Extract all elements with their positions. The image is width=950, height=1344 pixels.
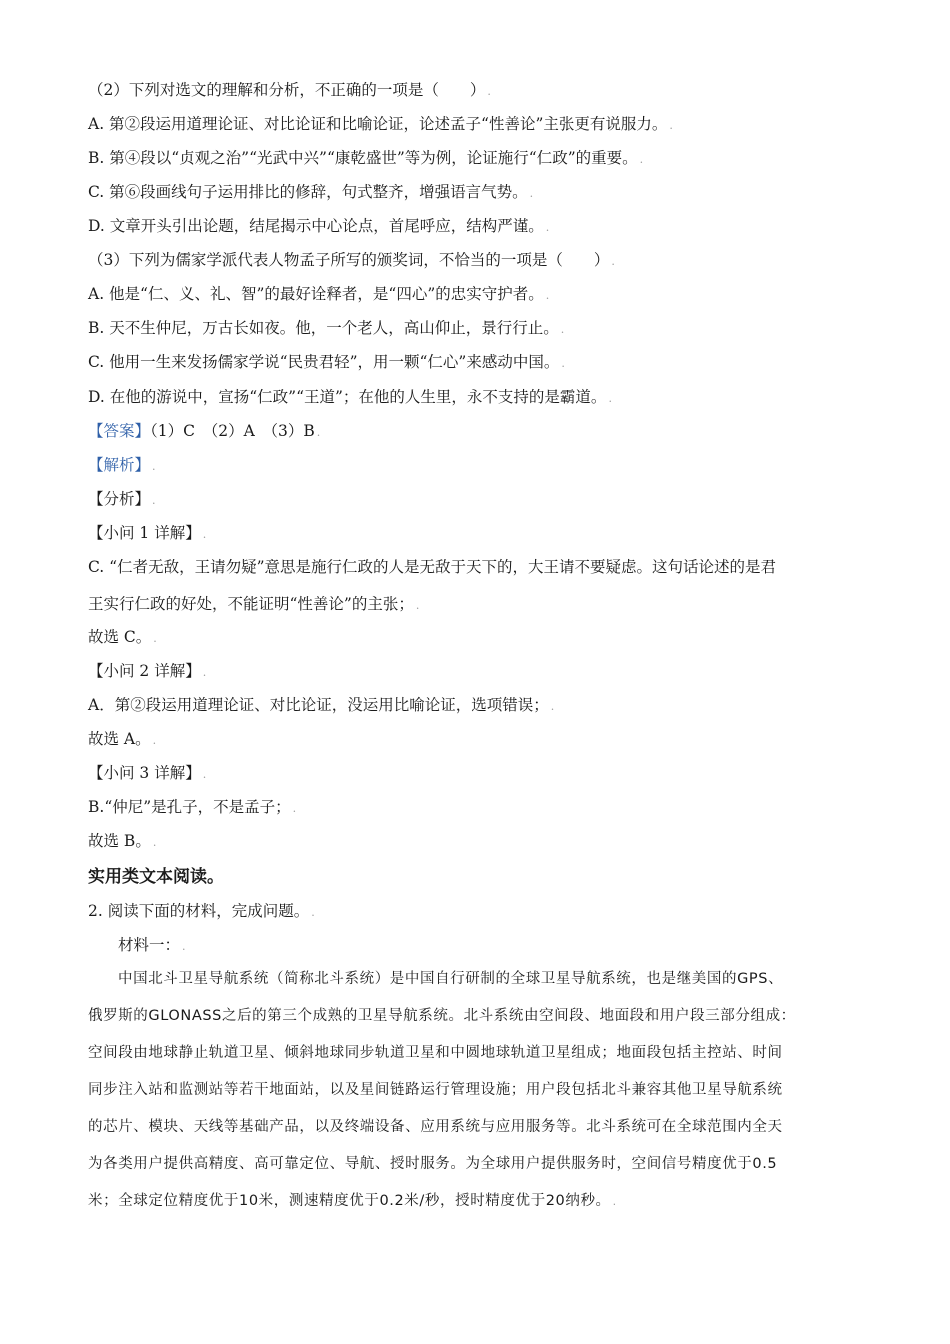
paragraph-mark: . (545, 221, 550, 234)
answer-text: （1）C （2）A （3）B (150, 422, 315, 440)
line-text: A. 第②段运用道理论证、对比论证和比喻论证，论述孟子“性善论”主张更有说服力。 (88, 115, 668, 133)
paragraph-mark: . (152, 494, 156, 507)
paragraph-mark: . (612, 1195, 617, 1208)
line-text: 的芯片、模块、天线等基础产品，以及终端设备、应用系统与应用服务等。北斗系统可在全球范围内全天 (88, 1119, 783, 1135)
q3-tag: 【小问 3 详解】 (88, 764, 201, 782)
paragraph-mark: . (152, 460, 156, 473)
line-text: 故选 A。 (88, 730, 151, 748)
option-c (88, 181, 533, 205)
q3-choice (88, 830, 156, 854)
section-title-text: 实用类文本阅读。 (88, 867, 224, 887)
line-text: 俄罗斯的GLONASS之后的第三个成熟的卫星导航系统。北斗系统由空间段、地面段和用户段三部分组成： (88, 1008, 796, 1024)
q3-explanation (88, 796, 296, 820)
q2-choice (88, 728, 156, 752)
paragraph-mark: . (316, 426, 321, 439)
q1-tag: 【小问 1 详解】 (88, 524, 201, 542)
q1-explanation-1 (88, 556, 776, 578)
line-text: （2）下列对选文的理解和分析，不正确的一项是（ ） (88, 81, 486, 99)
option-c (88, 351, 565, 375)
line-text: 米；全球定位精度优于10米，测速精度优于0.2米/秒，授时精度优于20纳秒。 (88, 1193, 611, 1209)
question-3-3-stem (88, 249, 615, 273)
line-text: D. 在他的游说中，宣扬“仁政”“王道”；在他的人生里，永不支持的是霸道。 (88, 388, 607, 406)
analysis-line (88, 454, 156, 478)
question-3-2-stem (88, 79, 491, 103)
paragraph-mark: . (292, 802, 297, 815)
section-title (88, 866, 224, 888)
line-text: C. 他用一生来发扬儒家学说“民贵君轻”，用一颗“仁心”来感动中国。 (88, 353, 560, 371)
fenxi-tag: 【分析】 (88, 490, 151, 508)
material-label (118, 934, 186, 958)
paragraph-mark: . (152, 836, 157, 849)
material-line-4 (88, 1079, 783, 1101)
line-text: 空间段由地球静止轨道卫星、倾斜地球同步轨道卫星和中圆地球轨道卫星组成；地面段包括主控站、时间 (88, 1045, 783, 1061)
paragraph-mark: . (202, 528, 207, 541)
option-d (88, 386, 612, 410)
q1-explanation-2 (88, 593, 419, 617)
paragraph-mark: . (415, 599, 420, 612)
line-text: B. 天不生仲尼，万古长如夜。他，一个老人，高山仰止，景行行止。 (88, 319, 559, 337)
material-line-1 (118, 968, 783, 990)
paragraph-mark: . (311, 906, 315, 919)
q1-choice (88, 626, 157, 650)
fenxi-line (88, 488, 156, 512)
paragraph-mark: . (550, 700, 555, 713)
analysis-tag: 【解析】 (88, 456, 151, 474)
line-text: C. 第⑥段画线句子运用排比的修辞，句式整齐，增强语言气势。 (88, 183, 528, 201)
line-text: （3）下列为儒家学派代表人物孟子所写的颁奖词，不恰当的一项是（ ） (88, 251, 610, 269)
line-text: 材料一： (118, 936, 181, 954)
line-text: A．第②段运用道理论证、对比论证，没运用比喻论证，选项错误； (88, 696, 549, 714)
q3-heading (88, 762, 206, 786)
paragraph-mark: . (608, 392, 612, 405)
paragraph-mark: . (561, 357, 565, 370)
paragraph-mark: . (611, 255, 615, 268)
line-text: C. “仁者无敌，王请勿疑”意思是施行仁政的人是无敌于天下的，大王请不要疑虑。这句话论述的是君 (88, 558, 777, 576)
q2-tag: 【小问 2 详解】 (88, 662, 201, 680)
paragraph-mark: . (153, 632, 157, 645)
question-2-intro (88, 900, 315, 924)
line-text: 故选 C。 (88, 628, 152, 646)
paragraph-mark: . (202, 768, 207, 781)
material-line-6 (88, 1153, 777, 1175)
line-text: B.“仲尼”是孔子，不是孟子； (88, 798, 291, 816)
paragraph-mark: . (182, 940, 186, 953)
option-b (88, 317, 564, 341)
line-text: D. 文章开头引出论题，结尾揭示中心论点，首尾呼应，结构严谨。 (88, 217, 544, 235)
material-line-2 (88, 1005, 796, 1027)
paragraph-mark: . (529, 187, 534, 200)
option-a (88, 283, 549, 307)
line-text: 2. 阅读下面的材料，完成问题。 (88, 902, 310, 920)
paragraph-mark: . (669, 119, 673, 132)
q2-explanation (88, 694, 554, 718)
line-text: 同步注入站和监测站等若干地面站，以及星间链路运行管理设施；用户段包括北斗兼容其他卫星导航系统 (88, 1082, 783, 1098)
line-text: B. 第④段以“贞观之治”“光武中兴”“康乾盛世”等为例，论证施行“仁政”的重要。 (88, 149, 638, 167)
line-text: A. 他是“仁、义、礼、智”的最好诠释者，是“四心”的忠实守护者。 (88, 285, 544, 303)
option-b (88, 147, 643, 171)
line-text: 中国北斗卫星导航系统（简称北斗系统）是中国自行研制的全球卫星导航系统，也是继美国的GPS、 (118, 971, 784, 987)
q2-heading (88, 660, 206, 684)
paragraph-mark: . (639, 153, 644, 166)
material-line-5 (88, 1116, 783, 1138)
paragraph-mark: . (152, 734, 157, 747)
material-line-3 (88, 1042, 783, 1064)
line-text: 王实行仁政的好处，不能证明“性善论”的主张； (88, 595, 414, 613)
paragraph-mark: . (560, 323, 565, 336)
q1-heading (88, 522, 206, 546)
line-text: 故选 B。 (88, 832, 151, 850)
option-a (88, 113, 673, 137)
paragraph-mark: . (487, 85, 491, 98)
material-line-7 (88, 1190, 617, 1213)
paragraph-mark: . (202, 666, 207, 679)
option-d (88, 215, 549, 239)
line-text: 为各类用户提供高精度、高可靠定位、导航、授时服务。为全球用户提供服务时，空间信号精度优于0.5 (88, 1156, 778, 1172)
answer-line (88, 420, 320, 444)
paragraph-mark: . (545, 289, 550, 302)
answer-tag: 【答案】 (88, 422, 151, 440)
